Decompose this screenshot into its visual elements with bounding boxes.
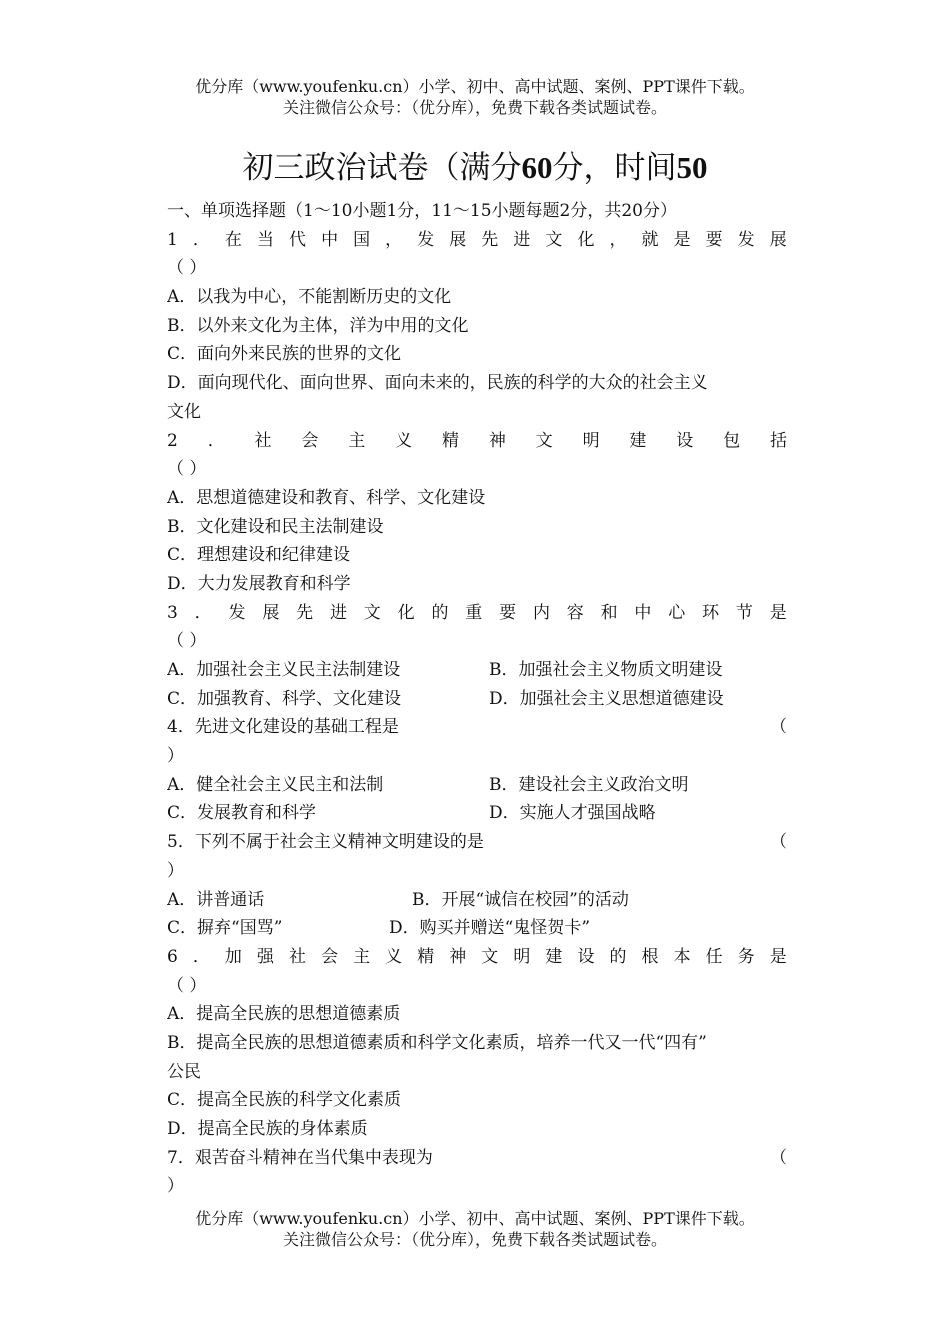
footer-line-2: 关注微信公众号：（优分库），免费下载各类试题试卷。 (282, 1230, 667, 1249)
q3-option-b: B．加强社会主义物质文明建设 (489, 660, 723, 680)
title-mid: 分，时间 (552, 150, 677, 186)
q3-options-ab (167, 656, 787, 685)
q3-stem (167, 599, 787, 628)
stem-char: 展 (769, 229, 787, 250)
q5-options-cd (167, 914, 787, 943)
stem-char: 明 (582, 430, 600, 451)
q5-option-a: A．讲普通话 (167, 889, 265, 910)
stem-char: 2 (167, 430, 178, 451)
stem-char: 会 (301, 430, 319, 451)
stem-char: 神 (488, 430, 506, 451)
stem-char: 是 (769, 946, 787, 967)
stem-char: 的 (609, 946, 627, 967)
stem-char: 明 (513, 946, 531, 967)
q3-options-cd (167, 685, 787, 714)
stem-char: 主 (353, 946, 371, 967)
page-title (0, 146, 950, 190)
stem-char: 节 (735, 602, 753, 623)
stem-char: 环 (702, 602, 720, 623)
top-header (0, 76, 950, 118)
title-time: 50 (676, 150, 708, 185)
q5-options-ab (167, 886, 787, 915)
q3-paren: （ ） (167, 631, 207, 652)
stem-char: 文 (363, 602, 381, 623)
stem-char: 进 (329, 602, 347, 623)
stem-char: 1 (167, 229, 178, 250)
q6-option-c: C．提高全民族的科学文化素质 (167, 1090, 402, 1111)
q7-text: 7．艰苦奋斗精神在当代集中表现为 (167, 1147, 433, 1168)
q6-option-b: B．提高全民族的思想道德素质和科学文化素质，培养一代又一代“四有” (167, 1032, 707, 1053)
q5-option-d: D．购买并赠送“鬼怪贺卡” (389, 918, 591, 939)
stem-char: 文 (535, 430, 553, 451)
stem-char: 强 (256, 946, 274, 967)
stem-char: 本 (673, 946, 691, 967)
stem-char: 3 (167, 602, 178, 623)
q7-paren-close: ） (167, 1176, 184, 1197)
stem-char: 容 (566, 602, 584, 623)
stem-char: 精 (417, 946, 435, 967)
stem-char: 进 (513, 229, 531, 250)
q2-option-d: D．大力发展教育和科学 (167, 573, 351, 594)
stem-char: 义 (385, 946, 403, 967)
stem-char: 化 (577, 229, 595, 250)
stem-char: 是 (673, 229, 691, 250)
question-body (167, 197, 787, 1201)
q5-text: 5．下列不属于社会主义精神文明建设的是 (167, 832, 484, 853)
q5-paren-open: （ (770, 832, 787, 853)
stem-char: 先 (296, 602, 314, 623)
stem-char: 要 (499, 602, 517, 623)
title-prefix: 初三政治试卷（满分 (242, 150, 522, 186)
stem-char: 展 (449, 229, 467, 250)
stem-char: 化 (397, 602, 415, 623)
q5-stem (167, 828, 787, 857)
q1-stem (167, 226, 787, 255)
stem-char: ． (207, 430, 225, 451)
stem-char: ． (192, 229, 210, 250)
q3-option-a: A．加强社会主义民主法制建设 (167, 660, 401, 680)
stem-char: 是 (769, 602, 787, 623)
stem-char: 和 (600, 602, 618, 623)
stem-char: 发 (417, 229, 435, 250)
q4-option-a: A．健全社会主义民主和法制 (167, 774, 384, 795)
stem-char: ． (192, 946, 210, 967)
q4-options-cd (167, 799, 787, 828)
stem-char: 重 (465, 602, 483, 623)
title-score: 60 (521, 150, 553, 185)
q2-option-c: C．理想建设和纪律建设 (167, 545, 351, 566)
q6-option-b-cont: 公民 (167, 1061, 201, 1082)
stem-char: 包 (723, 430, 741, 451)
q1-option-d-cont: 文化 (167, 401, 201, 422)
stem-char: 心 (668, 602, 686, 623)
stem-char: 中 (321, 229, 339, 250)
stem-char: 文 (481, 946, 499, 967)
q4-options-ab (167, 771, 787, 800)
q6-option-d: D．提高全民族的身体素质 (167, 1119, 368, 1139)
q1-paren: （ ） (167, 258, 207, 279)
stem-char: 任 (705, 946, 723, 967)
footer-line-1: 优分库（www.youfenku.cn）小学、初中、高中试题、案例、PPT课件下载。 (195, 1209, 755, 1228)
stem-char: 文 (545, 229, 563, 250)
stem-char: 会 (321, 946, 339, 967)
stem-char: 国 (353, 229, 371, 250)
q1-option-a: A．以我为中心，不能割断历史的文化 (167, 287, 452, 308)
q1-option-c: C．面向外来民族的世界的文化 (167, 344, 402, 365)
stem-char: 神 (449, 946, 467, 967)
stem-char: 务 (737, 946, 755, 967)
stem-char: 设 (577, 946, 595, 967)
stem-char: 要 (705, 229, 723, 250)
stem-char: 设 (676, 430, 694, 451)
stem-char: 加 (224, 946, 242, 967)
bottom-footer (0, 1208, 950, 1250)
header-line-1: 优分库（www.youfenku.cn）小学、初中、高中试题、案例、PPT课件下载。 (195, 77, 755, 96)
stem-char: 的 (431, 602, 449, 623)
stem-char: 中 (634, 602, 652, 623)
stem-char: 展 (262, 602, 280, 623)
stem-char: 社 (289, 946, 307, 967)
stem-char: ， (385, 229, 403, 250)
header-line-2: 关注微信公众号：（优分库），免费下载各类试题试卷。 (282, 98, 667, 117)
stem-char: 括 (770, 430, 787, 451)
q3-option-c: C．加强教育、科学、文化建设 (167, 688, 402, 709)
stem-char: 精 (441, 430, 459, 451)
q4-paren-close: ） (167, 746, 184, 767)
q7-stem (167, 1144, 787, 1173)
q1-option-b: B．以外来文化为主体，洋为中用的文化 (167, 315, 469, 336)
q5-option-c: C．摒弃“国骂” (167, 918, 283, 939)
q1-option-d: D．面向现代化、面向世界、面向未来的，民族的科学的大众的社会主义 (167, 373, 708, 394)
stem-char: ， (609, 229, 627, 250)
stem-char: 代 (289, 229, 307, 250)
q4-option-b: B．建设社会主义政治文明 (489, 774, 689, 795)
stem-char: 在 (224, 229, 242, 250)
stem-char: 义 (395, 430, 413, 451)
q2-option-a: A．思想道德建设和教育、科学、文化建设 (167, 487, 486, 508)
q6-paren: （ ） (167, 975, 207, 996)
stem-char: 发 (737, 229, 755, 250)
stem-char: 建 (545, 946, 563, 967)
q5-option-b: B．开展“诚信在校园”的活动 (412, 889, 629, 910)
stem-char: 当 (256, 229, 274, 250)
stem-char: ． (194, 602, 212, 623)
q4-stem (167, 713, 787, 742)
stem-char: 建 (629, 430, 647, 451)
q5-paren-close: ） (167, 860, 184, 881)
q4-text: 4．先进文化建设的基础工程是 (167, 717, 399, 738)
section-heading: 一、单项选择题（1～10小题1分，11～15小题每题2分，共20分） (167, 201, 677, 221)
q2-stem (167, 427, 787, 456)
q4-option-d: D．实施人才强国战略 (489, 803, 656, 824)
stem-char: 主 (348, 430, 366, 451)
q3-option-d: D．加强社会主义思想道德建设 (489, 688, 724, 709)
stem-char: 内 (532, 602, 550, 623)
stem-char: 先 (481, 229, 499, 250)
q6-stem (167, 943, 787, 972)
stem-char: 社 (254, 430, 272, 451)
q6-option-a: A．提高全民族的思想道德素质 (167, 1004, 401, 1025)
stem-char: 发 (228, 602, 246, 623)
stem-char: 根 (641, 946, 659, 967)
q4-paren-open: （ (770, 717, 787, 738)
stem-char: 6 (167, 946, 178, 967)
q2-option-b: B．文化建设和民主法制建设 (167, 516, 384, 537)
q2-paren: （ ） (167, 459, 207, 480)
q7-paren-open: （ (770, 1147, 787, 1168)
stem-char: 就 (641, 229, 659, 250)
q4-option-c: C．发展教育和科学 (167, 803, 317, 824)
